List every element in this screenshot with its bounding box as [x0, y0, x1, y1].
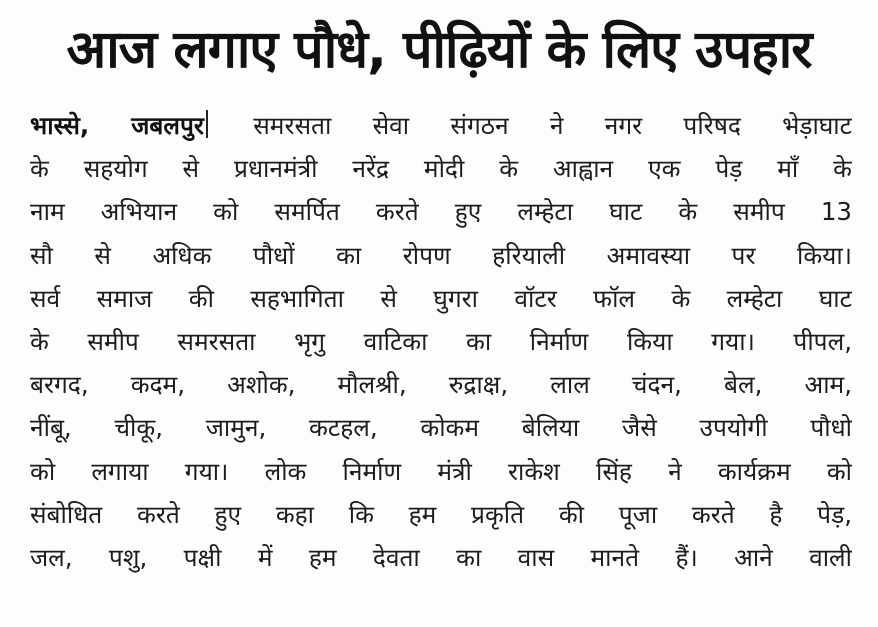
article-line: बरगद, कदम, अशोक, मौलश्री, रुद्राक्ष, लाल चंदन, बेल, आम,: [30, 370, 852, 400]
article-body: [30, 104, 852, 579]
article-line: सौ से अधिक पौधों का रोपण हरियाली अमावस्या पर किया।: [30, 240, 852, 270]
headline: आज लगाए पौधे, पीढ़ियों के लिए उपहार: [66, 20, 812, 80]
article-line: संबोधित करते हुए कहा कि हम प्रकृति की पूजा करते है पेड़,: [30, 499, 852, 529]
article-line: के सहयोग से प्रधानमंत्री नरेंद्र मोदी के आह्वान एक पेड़ माँ के: [30, 154, 852, 184]
dateline-separator: [206, 110, 208, 138]
article-line: नाम अभियान को समर्पित करते हुए लम्हेटा घाट के समीप 13: [30, 197, 852, 227]
article-line: जल, पशु, पक्षी में हम देवता का वास मानते हैं। आने वाली: [30, 542, 852, 572]
article-line: के समीप समरसता भृगु वाटिका का निर्माण किया गया। पीपल,: [30, 326, 852, 356]
article-line: नींबू, चीकू, जामुन, कटहल, कोकम बेलिया जैसे उपयोगी पौधो: [30, 413, 852, 443]
dateline: भास्से, जबलपुर: [30, 111, 204, 140]
article-line: को लगाया गया। लोक निर्माण मंत्री राकेश सिंह ने कार्यक्रम को: [30, 456, 852, 486]
article-line-text: समरसता सेवा संगठन ने नगर परिषद भेड़ाघाट: [253, 111, 852, 140]
article-line: [30, 104, 852, 147]
article-line: सर्व समाज की सहभागिता से घुगरा वॉटर फॉल के लम्हेटा घाट: [30, 283, 852, 313]
